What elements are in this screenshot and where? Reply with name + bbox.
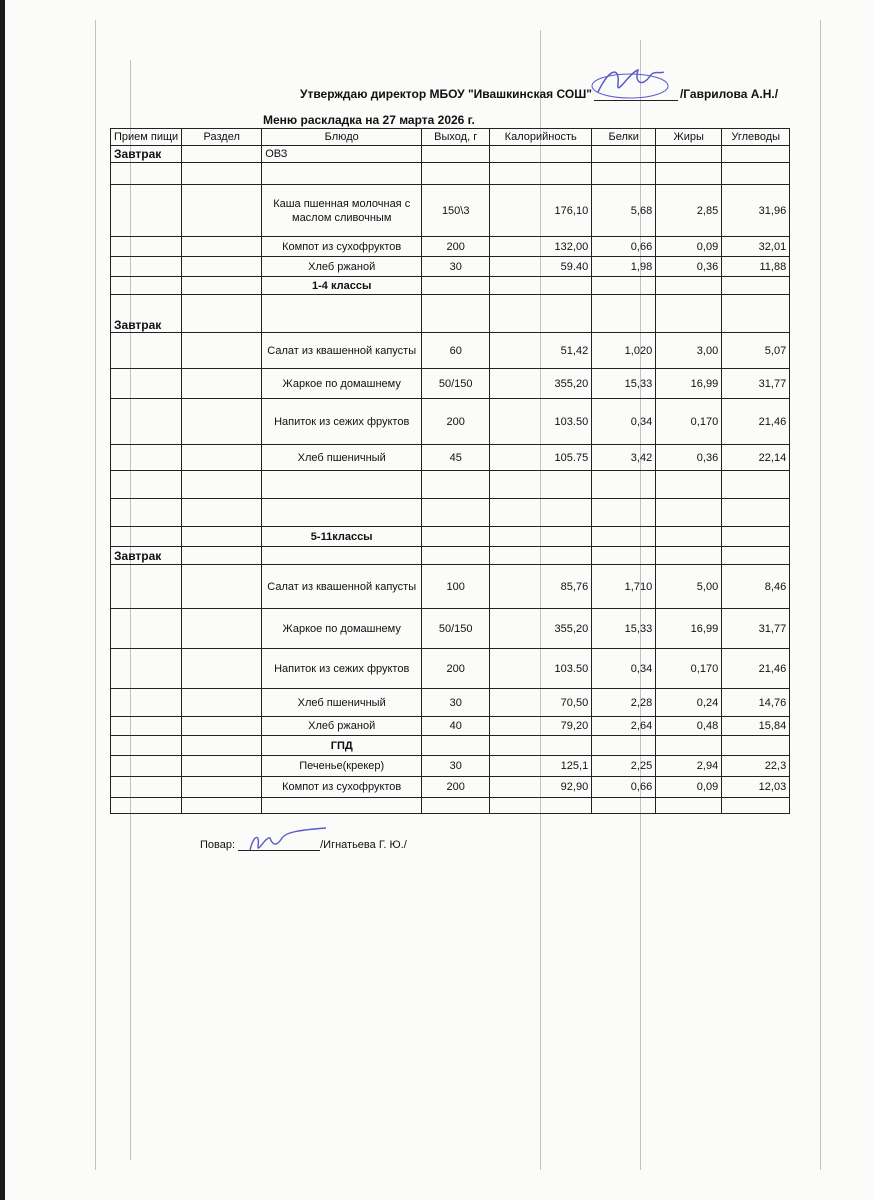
table-cell: 5,07: [722, 333, 790, 369]
table-cell: 0,36: [656, 445, 722, 471]
table-cell: 2,64: [592, 717, 656, 736]
table-cell: [111, 798, 182, 814]
table-row: [111, 777, 790, 798]
scan-edge: [0, 0, 5, 1200]
table-cell: 0,24: [656, 689, 722, 717]
table-cell: [722, 295, 790, 333]
table-cell: [182, 257, 262, 277]
table-cell: 21,46: [722, 649, 790, 689]
table-cell: 3,00: [656, 333, 722, 369]
table-cell: Компот из сухофруктов: [262, 777, 422, 798]
table-cell: [111, 471, 182, 499]
table-cell: Хлеб ржаной: [262, 717, 422, 736]
approval-line: [300, 87, 778, 101]
table-cell: [262, 499, 422, 527]
table-cell: [182, 689, 262, 717]
table-cell: 0,48: [656, 717, 722, 736]
table-cell: [490, 527, 592, 547]
table-cell: [182, 295, 262, 333]
table-cell: 50/150: [422, 609, 490, 649]
table-cell: [592, 527, 656, 547]
table-cell: 125,1: [490, 756, 592, 777]
table-cell: [422, 736, 490, 756]
table-cell: [422, 527, 490, 547]
scan-noise: [95, 20, 96, 1170]
table-cell: [656, 798, 722, 814]
table-row: [111, 609, 790, 649]
table-row: [111, 399, 790, 445]
table-cell: Жаркое по домашнему: [262, 369, 422, 399]
table-cell: 31,77: [722, 369, 790, 399]
table-cell: 22,14: [722, 445, 790, 471]
table-row: [111, 146, 790, 163]
table-cell: 12,03: [722, 777, 790, 798]
table-cell: 31,96: [722, 185, 790, 237]
table-cell: 50/150: [422, 369, 490, 399]
table-cell: 70,50: [490, 689, 592, 717]
table-cell: [111, 399, 182, 445]
table-cell: [111, 369, 182, 399]
table-cell: [722, 527, 790, 547]
table-cell: [182, 471, 262, 499]
table-row: [111, 237, 790, 257]
table-cell: [111, 499, 182, 527]
table-cell: [111, 689, 182, 717]
table-cell: Напиток из сежих фруктов: [262, 399, 422, 445]
table-cell: [490, 471, 592, 499]
table-cell: 5,00: [656, 565, 722, 609]
table-cell: 0,09: [656, 777, 722, 798]
table-cell: [592, 277, 656, 295]
table-cell: [111, 257, 182, 277]
col-carbs: Углеводы: [722, 129, 790, 146]
col-fats: Жиры: [656, 129, 722, 146]
col-calories: Калорийность: [490, 129, 592, 146]
table-cell: [656, 527, 722, 547]
table-row: [111, 798, 790, 814]
table-cell: [182, 499, 262, 527]
table-cell: 2,94: [656, 756, 722, 777]
table-cell: [111, 445, 182, 471]
table-cell: 30: [422, 257, 490, 277]
table-cell: [722, 146, 790, 163]
table-cell: [182, 649, 262, 689]
table-cell: [182, 333, 262, 369]
meal-label: Завтрак: [111, 295, 182, 333]
table-cell: [656, 736, 722, 756]
table-cell: 0,66: [592, 777, 656, 798]
table-cell: [182, 185, 262, 237]
table-cell: Хлеб пшеничный: [262, 445, 422, 471]
table-row: [111, 471, 790, 499]
table-cell: [182, 399, 262, 445]
table-row: [111, 445, 790, 471]
table-cell: 0,34: [592, 649, 656, 689]
table-cell: [490, 499, 592, 527]
table-cell: 40: [422, 717, 490, 736]
table-cell: 0,170: [656, 399, 722, 445]
table-row: [111, 257, 790, 277]
table-cell: [490, 277, 592, 295]
table-cell: [422, 798, 490, 814]
table-cell: [182, 756, 262, 777]
table-cell: 16,99: [656, 609, 722, 649]
table-cell: [182, 565, 262, 609]
table-cell: 14,76: [722, 689, 790, 717]
table-cell: [262, 547, 422, 565]
meal-label: Завтрак: [111, 547, 182, 565]
table-cell: 15,84: [722, 717, 790, 736]
table-cell: [722, 163, 790, 185]
table-cell: [262, 471, 422, 499]
table-cell: 45: [422, 445, 490, 471]
table-cell: [111, 237, 182, 257]
group-row: [111, 527, 790, 547]
table-cell: [656, 163, 722, 185]
table-cell: [111, 717, 182, 736]
table-cell: [722, 547, 790, 565]
table-cell: [592, 499, 656, 527]
table-cell: [592, 736, 656, 756]
table-row: [111, 565, 790, 609]
table-cell: [592, 471, 656, 499]
table-cell: 1,020: [592, 333, 656, 369]
table-cell: 2,28: [592, 689, 656, 717]
table-cell: [111, 185, 182, 237]
table-cell: [656, 547, 722, 565]
table-cell: 0,170: [656, 649, 722, 689]
table-cell: 0,36: [656, 257, 722, 277]
cook-signature-icon: [240, 826, 330, 856]
table-cell: 200: [422, 777, 490, 798]
table-cell: [656, 295, 722, 333]
table-cell: 176,10: [490, 185, 592, 237]
table-cell: [422, 277, 490, 295]
table-cell: 355,20: [490, 369, 592, 399]
table-cell: [656, 471, 722, 499]
table-cell: [111, 565, 182, 609]
table-cell: 0,09: [656, 237, 722, 257]
table-cell: 79,20: [490, 717, 592, 736]
group-row: [111, 277, 790, 295]
table-cell: 30: [422, 756, 490, 777]
table-cell: [182, 547, 262, 565]
table-cell: [182, 609, 262, 649]
table-cell: 32,01: [722, 237, 790, 257]
col-section: Раздел: [182, 129, 262, 146]
table-row: [111, 547, 790, 565]
table-cell: 21,46: [722, 399, 790, 445]
table-cell: [490, 798, 592, 814]
table-cell: [182, 736, 262, 756]
table-cell: [182, 717, 262, 736]
table-cell: 0,34: [592, 399, 656, 445]
table-row: [111, 185, 790, 237]
table-cell: 1,98: [592, 257, 656, 277]
table-cell: 85,76: [490, 565, 592, 609]
table-cell: [490, 163, 592, 185]
table-row: [111, 333, 790, 369]
table-cell: 22,3: [722, 756, 790, 777]
table-cell: [111, 333, 182, 369]
table-row: [111, 369, 790, 399]
col-meal: Прием пищи: [111, 129, 182, 146]
table-cell: 16,99: [656, 369, 722, 399]
table-cell: 1,710: [592, 565, 656, 609]
table-cell: Напиток из сежих фруктов: [262, 649, 422, 689]
table-row: [111, 717, 790, 736]
table-cell: 92,90: [490, 777, 592, 798]
table-cell: [182, 445, 262, 471]
table-cell: [182, 146, 262, 163]
table-cell: [182, 277, 262, 295]
table-cell: [182, 163, 262, 185]
table-row: [111, 649, 790, 689]
menu-table: [110, 128, 790, 814]
table-cell: [490, 547, 592, 565]
table-cell: 51,42: [490, 333, 592, 369]
table-cell: [182, 369, 262, 399]
table-header: [111, 129, 790, 146]
table-row: [111, 295, 790, 333]
table-cell: 2,25: [592, 756, 656, 777]
table-cell: 59.40: [490, 257, 592, 277]
table-cell: [111, 736, 182, 756]
table-cell: 30: [422, 689, 490, 717]
table-cell: 150\3: [422, 185, 490, 237]
table-cell: Хлеб ржаной: [262, 257, 422, 277]
group-label: ГПД: [262, 736, 422, 756]
director-name: /Гаврилова А.Н./: [679, 87, 779, 101]
table-cell: [262, 163, 422, 185]
table-cell: 5,68: [592, 185, 656, 237]
table-row: [111, 163, 790, 185]
table-cell: Хлеб пшеничный: [262, 689, 422, 717]
table-cell: Компот из сухофруктов: [262, 237, 422, 257]
group-label: 1-4 классы: [262, 277, 422, 295]
table-cell: [111, 756, 182, 777]
table-cell: Каша пшенная молочная с маслом сливочным: [262, 185, 422, 237]
table-cell: 0,66: [592, 237, 656, 257]
table-cell: 355,20: [490, 609, 592, 649]
approval-text: Утверждаю директор МБОУ "Ивашкинская СОШ": [300, 87, 592, 101]
table-cell: 15,33: [592, 369, 656, 399]
table-cell: [262, 798, 422, 814]
table-cell: [422, 295, 490, 333]
table-cell: Салат из квашенной капусты: [262, 333, 422, 369]
table-cell: [422, 471, 490, 499]
table-cell: [722, 798, 790, 814]
table-cell: [111, 277, 182, 295]
table-cell: 60: [422, 333, 490, 369]
table-cell: [722, 499, 790, 527]
table-cell: [182, 798, 262, 814]
table-cell: 200: [422, 237, 490, 257]
table-cell: 8,46: [722, 565, 790, 609]
table-cell: [592, 547, 656, 565]
table-cell: [656, 277, 722, 295]
table-cell: [182, 777, 262, 798]
table-cell: [490, 295, 592, 333]
menu-date-title: Меню раскладка на 27 марта 2026 г.: [263, 113, 475, 127]
table-cell: [592, 163, 656, 185]
table-row: [111, 756, 790, 777]
table-cell: 103.50: [490, 649, 592, 689]
table-cell: [182, 237, 262, 257]
table-cell: 105.75: [490, 445, 592, 471]
table-cell: [722, 277, 790, 295]
table-cell: 15,33: [592, 609, 656, 649]
table-row: [111, 689, 790, 717]
table-cell: [422, 547, 490, 565]
table-row: [111, 499, 790, 527]
col-proteins: Белки: [592, 129, 656, 146]
section-label: ОВЗ: [262, 146, 422, 163]
table-cell: 132,00: [490, 237, 592, 257]
cook-label: Повар:: [200, 839, 236, 851]
table-cell: [592, 798, 656, 814]
table-cell: [656, 146, 722, 163]
table-cell: [111, 527, 182, 547]
table-cell: [182, 527, 262, 547]
table-cell: [111, 609, 182, 649]
table-cell: [111, 649, 182, 689]
table-cell: [422, 146, 490, 163]
table-cell: 200: [422, 649, 490, 689]
table-cell: 31,77: [722, 609, 790, 649]
cook-name: /Игнатьева Г. Ю./: [320, 839, 407, 851]
table-cell: [722, 471, 790, 499]
group-label: 5-11классы: [262, 527, 422, 547]
table-cell: 11,88: [722, 257, 790, 277]
table-cell: [111, 163, 182, 185]
table-cell: [490, 736, 592, 756]
table-cell: Салат из квашенной капусты: [262, 565, 422, 609]
col-output: Выход, г: [422, 129, 490, 146]
table-cell: [592, 146, 656, 163]
table-cell: [422, 163, 490, 185]
table-cell: [656, 499, 722, 527]
table-cell: [722, 736, 790, 756]
table-cell: [592, 295, 656, 333]
meal-label: Завтрак: [111, 146, 182, 163]
table-cell: Жаркое по домашнему: [262, 609, 422, 649]
col-dish: Блюдо: [262, 129, 422, 146]
group-row: [111, 736, 790, 756]
scan-noise: [820, 20, 821, 1170]
table-cell: 100: [422, 565, 490, 609]
table-cell: Печенье(крекер): [262, 756, 422, 777]
table-cell: [490, 146, 592, 163]
table-cell: 103.50: [490, 399, 592, 445]
table-cell: 3,42: [592, 445, 656, 471]
table-cell: 200: [422, 399, 490, 445]
director-signature-icon: [590, 62, 670, 102]
table-cell: [262, 295, 422, 333]
table-cell: [422, 499, 490, 527]
table-cell: 2,85: [656, 185, 722, 237]
table-cell: [111, 777, 182, 798]
